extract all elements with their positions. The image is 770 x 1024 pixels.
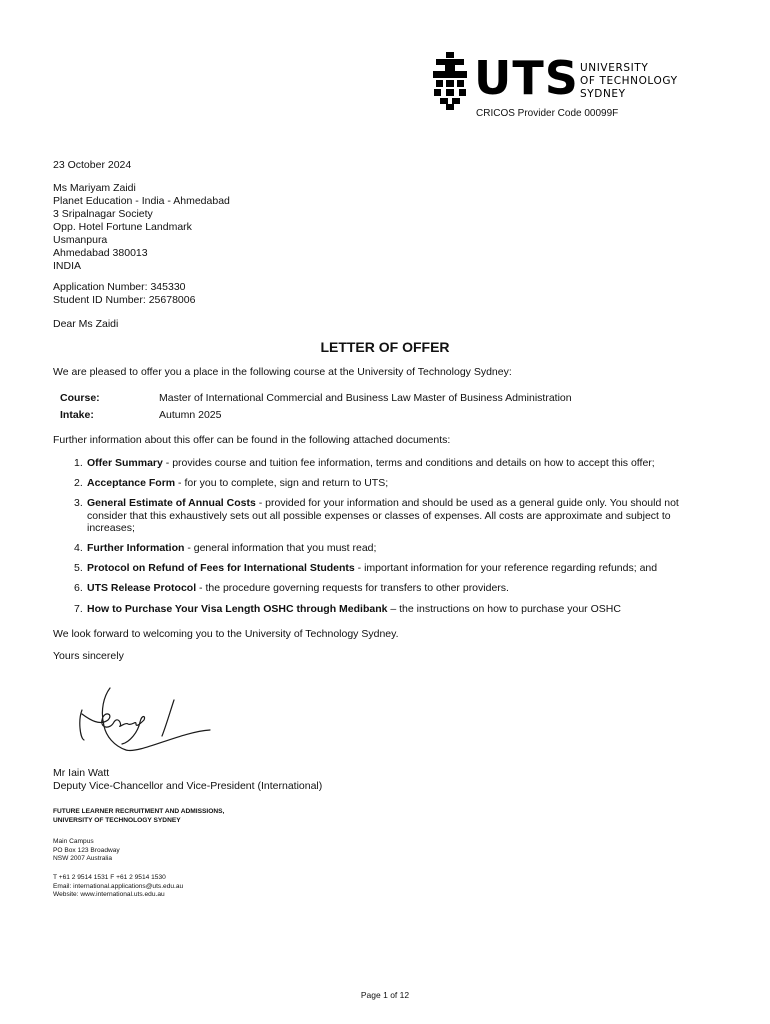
document-title: General Estimate of Annual Costs [87,497,256,510]
document-description: - important information for your reference regarding refunds; and [354,562,658,575]
address-line: Opp. Hotel Fortune Landmark [53,221,192,233]
list-number: 4. [74,542,83,555]
footer-line: Main Campus [53,838,94,845]
footer-line: NSW 2007 Australia [53,855,113,862]
list-number: 6. [74,582,83,595]
document-description: - the procedure governing requests for transfers to other providers. [196,582,509,595]
list-item [74,542,714,555]
document-title: Protocol on Refund of Fees for International Students [87,562,355,575]
address-line: INDIA [53,260,82,272]
document-title: Offer Summary [87,457,163,469]
intro-paragraph: We are pleased to offer you a place in the following course at the University of Technology Sydney: [53,366,512,378]
address-line: Ahmedabad 380013 [53,247,148,259]
university-name-line: UNIVERSITY [580,62,649,74]
intake-value: Autumn 2025 [159,409,222,421]
list-item [74,603,714,616]
footer-line: FUTURE LEARNER RECRUITMENT AND ADMISSIONS, [53,808,225,815]
list-item [74,497,714,535]
document-title: How to Purchase Your Visa Length OSHC through Medibank [87,602,388,615]
signature-image [70,680,220,760]
signer-name: Mr Iain Watt [53,767,110,779]
list-number: 2. [74,477,83,490]
footer-campus [53,838,120,864]
list-number: 1. [74,457,83,469]
footer-line: UNIVERSITY OF TECHNOLOGY SYDNEY [53,816,181,824]
recipient-address [53,182,230,273]
list-number: 5. [74,562,83,575]
document-title: Acceptance Form [87,477,176,490]
valediction: Yours sincerely [53,650,124,662]
list-number: 7. [74,602,83,615]
application-number: Application Number: 345330 [53,281,186,293]
intake-label: Intake: [60,409,94,421]
document-description: - for you to complete, sign and return to UTS; [175,477,389,490]
document-description: - general information that you must read; [184,542,377,555]
footer-contact [53,874,183,900]
footer-department [53,808,224,825]
footer-line: Email: international.applications@uts.edu.au [53,882,184,890]
address-line: Ms Mariyam Zaidi [53,182,136,194]
course-value: Master of International Commercial and Business Law Master of Business Administration [159,392,572,404]
signer-title: Deputy Vice-Chancellor and Vice-President (International) [53,780,323,792]
footer-line: PO Box 123 Broadway [53,846,120,854]
list-item [74,562,714,575]
footer-line: T +61 2 9514 1531 F +61 2 9514 1530 [53,874,166,881]
salutation: Dear Ms Zaidi [53,318,119,330]
document-description: – the instructions on how to purchase your OSHC [387,602,621,615]
university-name [580,62,678,101]
course-label: Course: [60,392,100,404]
uts-logo [432,50,692,122]
further-info-paragraph: Further information about this offer can be found in the following attached documents: [53,434,451,446]
university-name-line: OF TECHNOLOGY [580,75,678,87]
list-item [74,457,714,470]
document-title: Further Information [87,542,185,555]
footer-line: Website: www.international.uts.edu.au [53,891,165,898]
documents-list [74,457,714,623]
document-description: - provides course and tuition fee information, terms and conditions and details on how to accept this offer; [162,457,655,469]
uts-logo-text: UTS [474,51,579,105]
page-number: Page 1 of 12 [360,990,410,1000]
document-title: UTS Release Protocol [87,582,197,595]
address-line: Usmanpura [53,234,108,246]
letter-date: 23 October 2024 [53,159,132,171]
closing-paragraph: We look forward to welcoming you to the University of Technology Sydney. [53,628,399,640]
cricos-code: CRICOS Provider Code 00099F [476,108,619,119]
address-line: Planet Education - India - Ahmedabad [53,195,230,207]
university-name-line: SYDNEY [580,88,626,100]
list-number: 3. [74,497,83,510]
address-line: 3 Sripalnagar Society [53,208,153,220]
uts-crest-icon [432,52,468,110]
list-item [74,477,714,490]
letter-heading: LETTER OF OFFER [320,339,450,355]
student-id-number: Student ID Number: 25678006 [53,294,196,306]
application-details [53,281,195,307]
document-description: - provided for your information and should be used as a general guide only. You should not consider that this exhaustively sets out all possible expenses or classes of expenses. All costs are approximate and subject to increases; [87,497,679,535]
signer-block [53,767,322,793]
list-item [74,582,714,595]
